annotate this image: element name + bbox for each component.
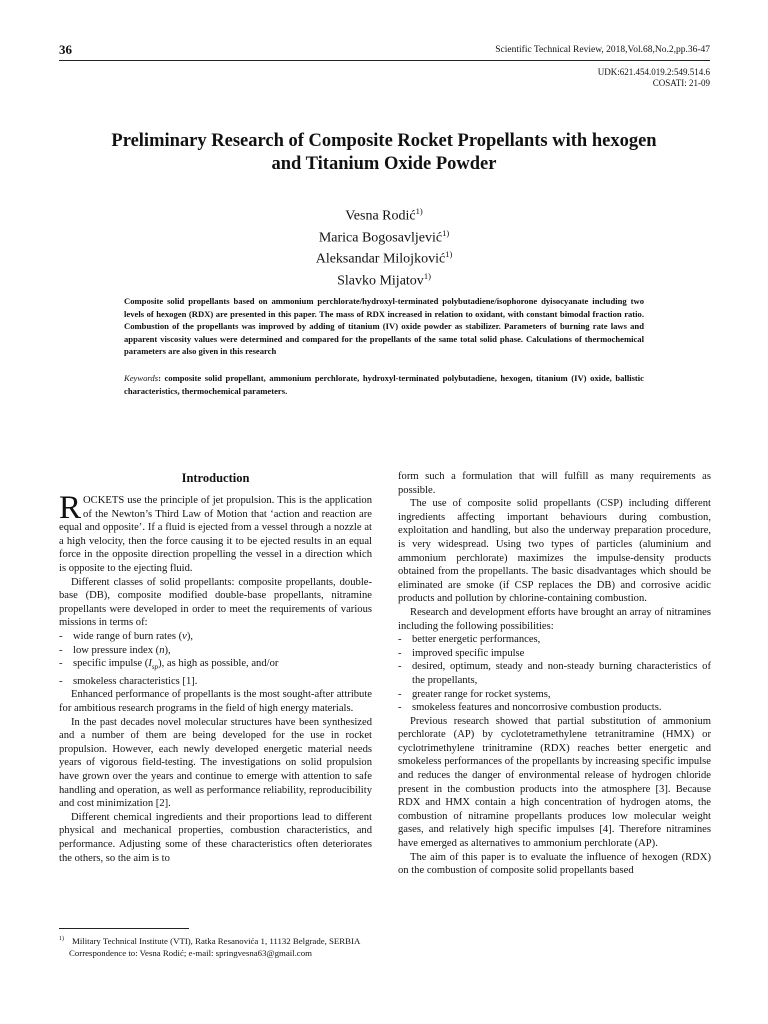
udk-code: UDK:621.454.019.2:549.514.6 (597, 67, 710, 77)
list-item: - better energetic performances, (398, 633, 711, 647)
header-rule (59, 60, 710, 61)
paragraph: ROCKETS use the principle of jet propulsion. This is the application of the Newton’s Third Law of Motion that ‘action and reaction are equal and opposite’. If a fluid is ejected from a vessel through a nozzle at a high velocity, then the force causing it to be ejected results in an equal force in the opposite direction propelling the vessel in a direction which is opposite to the ejecting fluid. (59, 490, 372, 574)
author: Marica Bogosavljević$^{1)}$ (318, 227, 450, 246)
page-number: 36 (59, 42, 72, 57)
list-item: - smokeless features and noncorrosive combustion products. (398, 701, 711, 715)
keywords-text: : composite solid propellant, ammonium perchlorate, hydroxyl-terminated polybutadiene, hexogen, titanium (IV) oxide, ballistic characteristics, thermochemical parameters. (124, 373, 644, 396)
paragraph: Enhanced performance of propellants is the most sought-after attribute for ambitious research programs in the field of high energy materials. (59, 689, 372, 715)
paragraph: The use of composite solid propellants (CSP) including different ingredients affecting important behaviours during combustion, exploitation and handling, but also the underway preparation procedure, is very widespread. Using two types of particles (aluminium and ammonium perchlorate) maximizes the impulse-density products obtained from the propellants. The basic disadvantages which should be eliminated are smoke (if CSP replaces the DB) and corrosive acidic products and pollution by chlorine-containing combustion. (398, 498, 711, 605)
list-item: - desired, optimum, steady and non-steady burning characteristics of the propellants, (398, 660, 711, 687)
paragraph: Research and development efforts have brought an array of nitramines including the following possibilities: (398, 606, 711, 632)
cosati-code: COSATI: 21-09 (652, 78, 710, 88)
nitramine-possibilities-list (398, 633, 711, 715)
title-line-2: and Titanium Oxide Powder (271, 154, 497, 174)
keywords (124, 372, 644, 397)
footnote-rule (59, 928, 189, 929)
list-item: - smokeless characteristics [1]. (59, 675, 372, 689)
column-left (59, 470, 372, 865)
footnotes (59, 933, 360, 960)
abstract: Composite solid propellants based on ammonium perchlorate/hydroxyl-terminated polybutadiene/isophorone dyisocyanate including two levels of hexogen (RDX) are presented in this paper. The mass of RDX increased in relation to oxidant, with constant bimodal fraction ratio. Combustion of the propellants was improved by adding of titanium (IV) oxide powder as stabilizer. Parameters of burning rate laws and apparent viscosity values were determined and compared for the propellants of the same total solid phase. Calculations of thermochemical parameters are also given in this research (124, 296, 644, 357)
list-item: - improved specific impulse (398, 647, 711, 661)
paragraph: Different chemical ingredients and their proportions lead to different physical and mechanical properties, combustion characteristics, and performance. Adjusting some of these characteristics often deteriorates the others, so the aim is to (59, 811, 372, 864)
footnote-affiliation: $^{1)}$ Military Technical Institute (VTI), Ratka Resanovića 1, 11132 Belgrade, SERBIA (59, 935, 361, 946)
author-list (0, 203, 768, 290)
column-right (398, 470, 711, 878)
drop-cap: R (59, 490, 82, 526)
title-line-1: Preliminary Research of Composite Rocket Propellants with hexogen (111, 131, 657, 151)
list-item: - greater range for rocket systems, (398, 688, 711, 702)
list-item: - wide range of burn rates (v), (59, 630, 372, 644)
author: Slavko Mijatov$^{1)}$ (337, 270, 431, 289)
paragraph: The aim of this paper is to evaluate the influence of hexogen (RDX) on the combustion of composite solid propellants based (398, 851, 711, 877)
list-item: - specific impulse $(I_{sp})$, as high as possible, and/or (59, 657, 372, 675)
journal-citation: Scientific Technical Review, 2018,Vol.68,No.2,pp.36-47 (495, 45, 710, 55)
keywords-label: Keywords (124, 373, 159, 383)
paragraph: Previous research showed that partial substitution of ammonium perchlorate (AP) by cyclotetramethylene tetranitramine (HMX) or cyclotrimethylene trinitramine (RDX) reaches better energetic and smokeless performances of the propellants by increasing specific impulse and reduces the danger of environmental release of hydrogen chloride present in the combustion products into the atmosphere [3]. Because RDX and HMX contain a high concentration of hydrogen atoms, the combustion of nitramine propellants produces low molecular weight gases, and relatively high specific impulses [4]. Therefore nitramines have emerged as alternatives to ammonium perchlorate (AP). (398, 715, 711, 850)
paper-title (60, 130, 708, 176)
requirements-list (59, 630, 372, 688)
author: Aleksandar Milojković$^{1)}$ (315, 249, 453, 267)
paragraph: In the past decades novel molecular structures have been synthesized and a number of them are being developed for the use in rocket propulsion. However, each newly developed energetic material needs years of vigorous field-testing. The investigations on solid propulsion have grown over the years and continue to emerge with attention to safe handling and operation, as well as performance reliability, reproducibility and cost minimization [2]. (59, 716, 372, 810)
list-item: - low pressure index (n), (59, 644, 372, 658)
section-heading-introduction: Introduction (181, 471, 250, 485)
author: Vesna Rodić$^{1)}$ (345, 206, 423, 224)
paragraph: form such a formulation that will fulfill as many requirements as possible. (398, 471, 711, 496)
footnote-correspondence: Correspondence to: Vesna Rodić; e-mail: springvesna63@gmail.com (69, 948, 312, 959)
paragraph: Different classes of solid propellants: composite propellants, double-base (DB), composite modified double-base propellants, nitramine propellants were developed in order to meet the requirements of various missions in terms of: (59, 576, 372, 629)
classification-codes (598, 67, 710, 89)
